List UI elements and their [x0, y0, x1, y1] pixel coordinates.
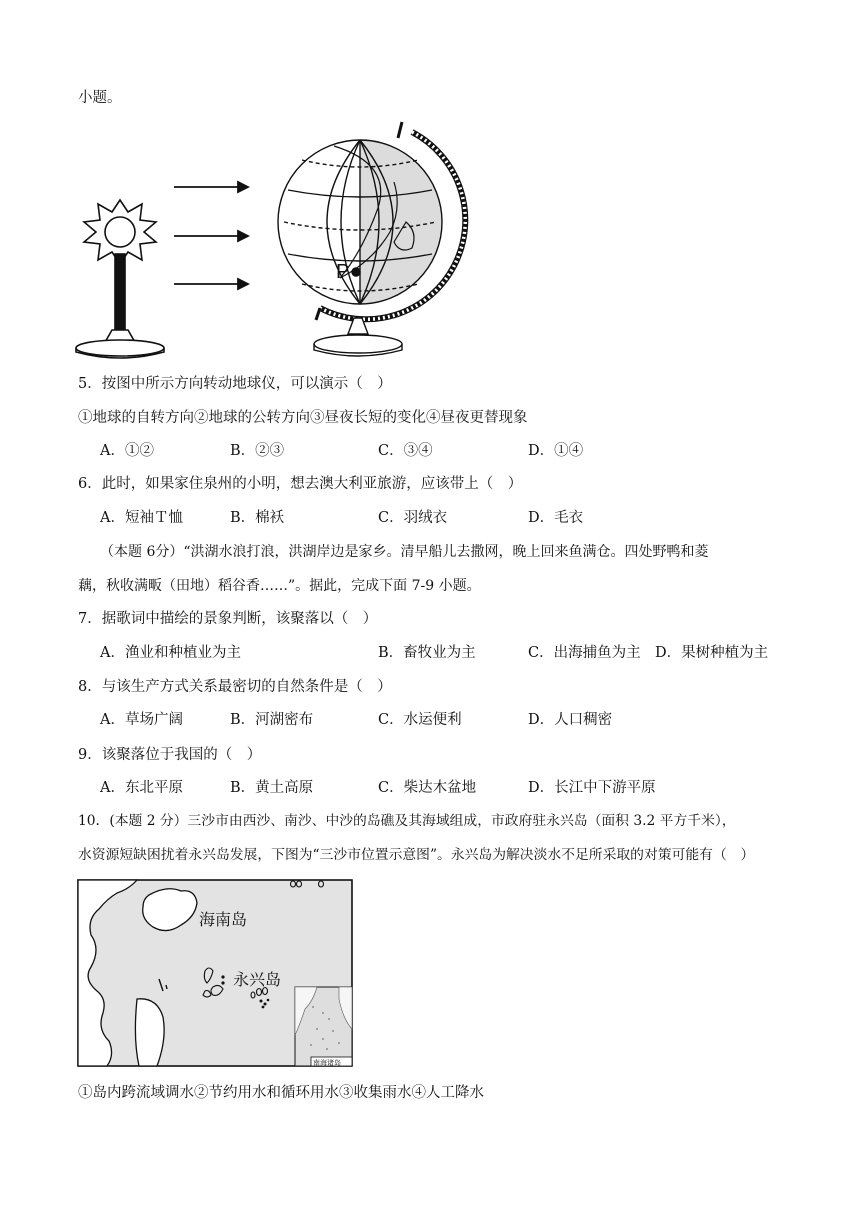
globe-point-label: P: [336, 261, 350, 283]
previous-question-fragment: 小题。: [78, 90, 122, 106]
q6-stem: 6．此时，如果家住泉州的小明，想去澳大利亚旅游，应该带上（ ）: [78, 476, 523, 492]
q10-stem-line-1: 10．(本题 2 分）三沙市由西沙、南沙、中沙的岛礁及其海域组成，市政府驻永兴岛（面积 3.2 平方千米），: [78, 813, 736, 829]
map-label-yongxing: 永兴岛: [233, 972, 282, 989]
sun-globe-figure: [72, 112, 492, 362]
passage-line-2: 藕，秋收满畈（田地）稻谷香……”。据此，完成下面 7-9 小题。: [78, 578, 481, 594]
q5-stem: 5．按图中所示方向转动地球仪，可以演示（ ）: [78, 376, 392, 392]
q8-option-a[interactable]: A．草场广阔: [100, 712, 183, 728]
q9-option-c[interactable]: C．柴达木盆地: [378, 780, 477, 796]
q8-option-b[interactable]: B．河湖密布: [230, 712, 314, 728]
q10-statements: ①岛内跨流域调水②节约用水和循环用水③收集雨水④人工降水: [78, 1085, 484, 1101]
q6-option-a[interactable]: A．短袖Ｔ恤: [100, 510, 183, 526]
q9-option-d[interactable]: D．长江中下游平原: [528, 780, 656, 796]
q6-option-c[interactable]: C．羽绒衣: [378, 510, 448, 526]
q8-option-c[interactable]: C．水运便利: [378, 712, 462, 728]
q7-option-c[interactable]: C．出海捕鱼为主: [528, 645, 641, 661]
q9-option-a[interactable]: A．东北平原: [100, 780, 183, 796]
q8-option-d[interactable]: D．人口稠密: [528, 712, 613, 728]
sun-lamp-illustration: [76, 200, 164, 358]
sunlight-arrows: [174, 182, 248, 289]
q7-option-d[interactable]: D．果树种植为主: [655, 645, 769, 661]
map-label-hainan: 海南岛: [199, 912, 248, 929]
q6-option-d[interactable]: D．毛衣: [528, 510, 584, 526]
q9-stem: 9．该聚落位于我国的（ ）: [78, 747, 262, 763]
inset-caption: 南海诸岛: [313, 1060, 341, 1067]
q9-option-b[interactable]: B．黄土高原: [230, 780, 314, 796]
q5-option-c[interactable]: C．③④: [378, 443, 433, 459]
q5-option-d[interactable]: D．①④: [528, 443, 584, 459]
q7-stem: 7．据歌词中描绘的景象判断，该聚落以（ ）: [78, 611, 378, 627]
q6-option-b[interactable]: B．棉袄: [230, 510, 285, 526]
q7-option-b[interactable]: B．畜牧业为主: [378, 645, 476, 661]
yongxing-island-marker: [221, 981, 224, 984]
passage-line-1: （本题 6分）“洪湖水浪打浪，洪湖岸边是家乡。清早船儿去撒网，晚上回来鱼满仓。四处野鸭和菱: [100, 544, 709, 560]
q5-option-a[interactable]: A．①②: [100, 443, 154, 459]
globe-illustration: [278, 122, 465, 356]
q7-option-a[interactable]: A．渔业和种植业为主: [100, 645, 241, 661]
q5-statements: ①地球的自转方向②地球的公转方向③昼夜长短的变化④昼夜更替现象: [78, 410, 528, 426]
q5-option-b[interactable]: B．②③: [230, 443, 285, 459]
q8-stem: 8．与该生产方式关系最密切的自然条件是（ ）: [78, 679, 392, 695]
q10-stem-line-2: 水资源短缺困扰着永兴岛发展，下图为“三沙市位置示意图”。永兴岛为解决淡水不足所采取的对策可能有（ ）: [78, 847, 755, 863]
sansha-location-map: [77, 879, 353, 1067]
